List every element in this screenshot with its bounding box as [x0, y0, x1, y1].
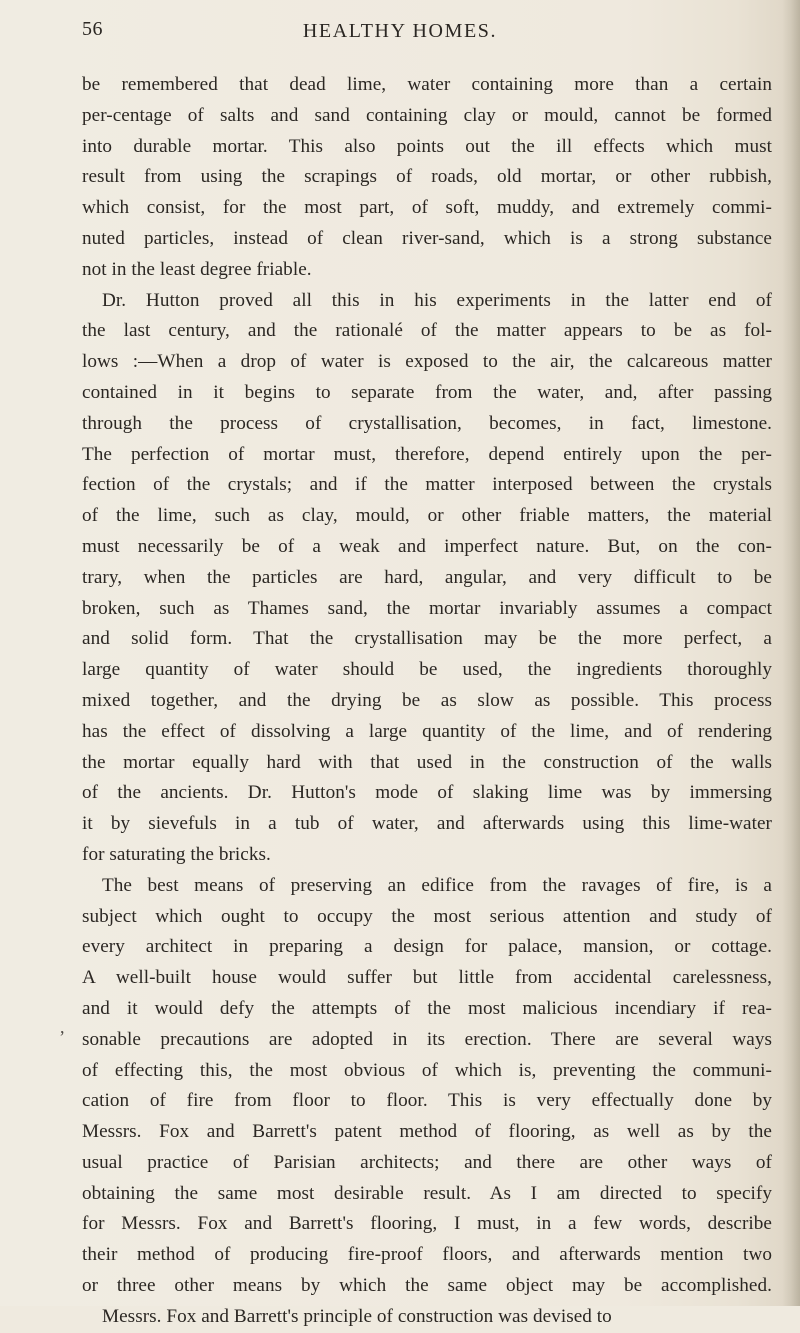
text-line: their method of producing fire-proof floors, and afterwards mention two — [82, 1244, 772, 1266]
text-line: The perfection of mortar must, therefore, depend entirely upon the per- — [82, 443, 772, 465]
text-line: large quantity of water should be used, the ingredients thoroughly — [82, 659, 772, 681]
text-line: cation of fire from floor to floor. This is very effectually done by — [82, 1090, 772, 1112]
text-line: be remembered that dead lime, water containing more than a certain — [82, 74, 772, 95]
text-line: the last century, and the rationalé of the matter appears to be as fol- — [82, 320, 772, 342]
text-line: must necessarily be of a weak and imperfect nature. But, on the con- — [82, 535, 772, 557]
text-line: of the lime, such as clay, mould, or other friable matters, the material — [82, 505, 772, 527]
text-line: of effecting this, the most obvious of which is, preventing the communi- — [82, 1059, 772, 1081]
text-line: Messrs. Fox and Barrett's patent method of flooring, as well as by the — [82, 1121, 772, 1143]
text-line: the mortar equally hard with that used in the construction of the walls — [82, 751, 772, 773]
text-line: through the process of crystallisation, becomes, in fact, limestone. — [82, 412, 772, 434]
text-line: contained in it begins to separate from the water, and, after passing — [82, 381, 772, 403]
text-line: it by sievefuls in a tub of water, and afterwards using this lime-water — [82, 813, 772, 835]
text-line: The best means of preserving an edifice from the ravages of fire, is a — [102, 874, 772, 896]
text-line: for Messrs. Fox and Barrett's flooring, I must, in a few words, describe — [82, 1213, 772, 1235]
text-line: of the ancients. Dr. Hutton's mode of slaking lime was by immersing — [82, 782, 772, 804]
text-line: trary, when the particles are hard, angular, and very difficult to be — [82, 566, 772, 588]
text-line: mixed together, and the drying be as slow as possible. This process — [82, 689, 772, 711]
margin-comma-mark: , — [60, 1017, 65, 1037]
text-line: obtaining the same most desirable result. As I am directed to specify — [82, 1182, 772, 1204]
text-line: not in the least degree friable. — [82, 258, 312, 280]
body-text — [82, 70, 772, 1333]
page-number: 56 — [82, 18, 103, 40]
page-header — [0, 18, 800, 58]
text-line: result from using the scrapings of roads, old mortar, or other rubbish, — [82, 166, 772, 188]
text-line: for saturating the bricks. — [82, 843, 271, 865]
text-line: subject which ought to occupy the most serious attention and study of — [82, 905, 772, 927]
text-line: into durable mortar. This also points out the ill effects which must — [82, 135, 772, 157]
text-line: Dr. Hutton proved all this in his experiments in the latter end of — [102, 289, 772, 311]
text-line: nuted particles, instead of clean river-sand, which is a strong substance — [82, 227, 772, 249]
text-line: every architect in preparing a design for palace, mansion, or cottage. — [82, 936, 772, 958]
text-line: has the effect of dissolving a large quantity of the lime, and of rendering — [82, 720, 772, 742]
running-title: HEALTHY HOMES. — [302, 20, 498, 42]
text-line: or three other means by which the same object may be accomplished. — [82, 1275, 772, 1297]
page-edge-shadow — [782, 0, 800, 1306]
text-line: Messrs. Fox and Barrett's principle of construction was devised to — [102, 1305, 612, 1327]
text-line: broken, such as Thames sand, the mortar invariably assumes a compact — [82, 597, 772, 619]
text-line: fection of the crystals; and if the matter interposed between the crystals — [82, 474, 772, 496]
text-line: A well-built house would suffer but little from accidental carelessness, — [82, 967, 772, 989]
text-line: per-centage of salts and sand containing clay or mould, cannot be formed — [82, 104, 772, 126]
text-line: and solid form. That the crystallisation may be the more perfect, a — [82, 628, 772, 650]
text-line: which consist, for the most part, of soft, muddy, and extremely commi- — [82, 197, 772, 219]
text-line: sonable precautions are adopted in its erection. There are several ways — [82, 1028, 772, 1050]
text-line: lows :—When a drop of water is exposed to the air, the calcareous matter — [82, 351, 772, 373]
text-line: usual practice of Parisian architects; and there are other ways of — [82, 1151, 772, 1173]
text-line: and it would defy the attempts of the most malicious incendiary if rea- — [82, 997, 772, 1019]
